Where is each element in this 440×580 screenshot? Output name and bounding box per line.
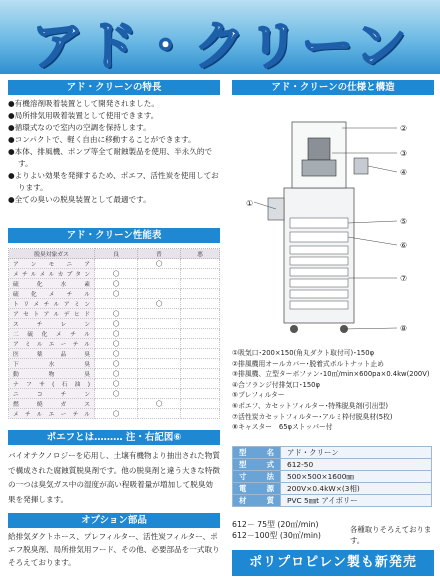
column-header: 普 (137, 249, 180, 259)
features-heading: アド・クリーンの特長 (8, 80, 220, 95)
table-row (233, 495, 432, 507)
rating-cell (95, 299, 138, 309)
gas-name: 動物臭 (9, 369, 95, 379)
rating-cell (180, 289, 219, 299)
table-row (9, 409, 220, 419)
new-release-banner: ポリプロピレン製も新発売 (232, 550, 434, 576)
gas-name: アンモニア (9, 259, 95, 269)
table-header-row (9, 249, 220, 259)
gas-name: ナフサ(石油) (9, 379, 95, 389)
gas-name: トリメチルアミン (9, 299, 95, 309)
rating-cell (137, 339, 180, 349)
rating-cell (137, 369, 180, 379)
spec-item: ⑥ポエフ、カセットフィルター･特殊脱臭剤(引出型) (232, 401, 388, 410)
gas-name: スチレン (9, 319, 95, 329)
spec-value: 612-50 (281, 459, 432, 471)
caster (290, 325, 298, 333)
turbo-fan (302, 160, 336, 176)
model-line: 612－ 75型 (20㎥/min) (232, 520, 319, 529)
feature-item: ●有機溶剤吸着装置として開発されました。 (8, 99, 159, 108)
callout-2: ② (400, 124, 408, 133)
performance-heading: アド・クリーン性能表 (8, 228, 220, 243)
table-row (233, 459, 432, 471)
rating-cell (180, 339, 219, 349)
table-row (9, 379, 220, 389)
gas-name: 下水臭 (9, 359, 95, 369)
callout-7: ⑦ (400, 274, 408, 283)
spec-table (232, 446, 432, 507)
rating-cell (180, 359, 219, 369)
spec-value: アド・クリーン (281, 447, 432, 459)
rating-cell (137, 389, 180, 399)
rating-cell (137, 329, 180, 339)
model-line: 612－100型 (30㎥/min) (232, 531, 321, 540)
spec-key: 型 式 (233, 459, 281, 471)
spec-key: 型 名 (233, 447, 281, 459)
callout-3: ③ (400, 149, 408, 158)
feature-item: ●本体、排風機、ポンプ等全て耐蝕製品を使用、半永久的です。 (8, 147, 213, 168)
gas-name: アミルエーテル (9, 339, 95, 349)
spec-key: 寸 法 (233, 471, 281, 483)
rating-cell (180, 319, 219, 329)
table-row (9, 329, 220, 339)
table-row (9, 349, 220, 359)
rating-cell (180, 329, 219, 339)
column-header: 脱臭対象ガス (9, 249, 95, 259)
rating-cell (137, 269, 180, 279)
feature-item: ●コンパクトで、軽く自由に移動することができます。 (8, 135, 196, 144)
rating-cell: ◯ (95, 359, 138, 369)
rating-cell: ◯ (95, 309, 138, 319)
rating-cell: ◯ (95, 269, 138, 279)
features-list (8, 98, 220, 206)
spec-value: 500×500×1600㎜ (281, 471, 432, 483)
column-header: 悪 (180, 249, 219, 259)
spec-list (232, 348, 434, 433)
gas-name: 硫化水素 (9, 279, 95, 289)
spec-item: ③排風機、立型ターボファン･10㎥/min×600pa×0.4kw(200V) (232, 370, 430, 379)
fan-motor (308, 138, 330, 160)
page-title: アド・クリーン (31, 17, 409, 77)
gas-name: ニコチン (9, 389, 95, 399)
spec-item: ①吸気口･200×150(角丸ダクト取付可)･150φ (232, 349, 375, 357)
rating-cell: ◯ (95, 379, 138, 389)
table-row (9, 359, 220, 369)
rating-cell: ◯ (95, 409, 138, 419)
callout-4: ④ (400, 168, 408, 177)
gas-name: 医薬品臭 (9, 349, 95, 359)
spec-key: 材 質 (233, 495, 281, 507)
callout-1: ① (246, 199, 254, 208)
rating-cell (137, 379, 180, 389)
rating-cell: ◯ (95, 279, 138, 289)
rating-cell (180, 389, 219, 399)
spec-key: 電 源 (233, 483, 281, 495)
rating-cell (137, 279, 180, 289)
model-variants (232, 519, 434, 545)
rating-cell (180, 279, 219, 289)
rating-cell: ◯ (95, 319, 138, 329)
options-heading: オプション部品 (8, 513, 220, 528)
model-note: 各種取りそろえております。 (350, 525, 432, 545)
feature-item: ●循環式なので室内の空調を保持します。 (8, 123, 151, 132)
rating-cell (180, 369, 219, 379)
callout-8: ⑧ (400, 324, 408, 333)
table-row (9, 299, 220, 309)
rating-cell (180, 259, 219, 269)
table-row (233, 483, 432, 495)
feature-item: ●局所排気用吸着装置として使用できます。 (8, 111, 159, 120)
gas-name: 燃焼ガス (9, 399, 95, 409)
rating-cell (180, 309, 219, 319)
gas-name: アセトアルデヒド (9, 309, 95, 319)
table-row (9, 389, 220, 399)
feature-item: ●全ての臭いの脱臭装置として最適です。 (8, 195, 151, 204)
exhaust-port (354, 158, 368, 174)
rating-cell (95, 399, 138, 409)
spec-item: ⑦活性炭カセットフィルター･アルミ枠付脱臭材(5枚) (232, 412, 393, 421)
table-row (9, 289, 220, 299)
table-row (233, 471, 432, 483)
table-row (9, 369, 220, 379)
rating-cell (180, 409, 219, 419)
performance-table (8, 248, 220, 419)
spec-item: ⑧キャスター 65φストッパー付 (232, 423, 333, 432)
rating-cell: ◯ (95, 339, 138, 349)
spec-item: ②排風機用オールカバー･脱着式ボルトナット止め (232, 359, 384, 368)
rating-cell: ◯ (137, 399, 180, 409)
title-banner (0, 0, 440, 77)
table-row (9, 399, 220, 409)
rating-cell (180, 299, 219, 309)
rating-cell (137, 349, 180, 359)
rating-cell: ◯ (95, 349, 138, 359)
gas-name: 硫化メチル (9, 289, 95, 299)
feature-item: ●よりよい効果を発揮するため、ポエフ、活性炭を使用しております。 (8, 171, 219, 192)
diagram-heading: アド・クリーンの仕様と構造 (232, 80, 434, 95)
gas-name: メチルメルカプタン (9, 269, 95, 279)
spec-item: ⑤プレフィルター (232, 391, 285, 400)
rating-cell (180, 349, 219, 359)
gas-name: メチルエーテル (9, 409, 95, 419)
table-row (9, 279, 220, 289)
rating-cell: ◯ (137, 259, 180, 269)
poef-description: バイオテクノロジーを応用し、土壌有機物より抽出された物質で構成された腐蝕質脱臭剤です。他の脱臭剤と違う大きな特徴の一つは臭気ガス中の湿度が高い程吸着量が増加して脱臭効果を発揮します。 (8, 451, 221, 504)
rating-cell (137, 309, 180, 319)
table-row (9, 339, 220, 349)
column-header: 良 (95, 249, 138, 259)
table-row (233, 447, 432, 459)
rating-cell: ◯ (95, 289, 138, 299)
rating-cell (95, 259, 138, 269)
rating-cell (137, 319, 180, 329)
spec-item: ④合フランジ付排気口･150φ (232, 380, 320, 389)
spec-value: 200V×0.4kW×(3相) (281, 483, 432, 495)
rating-cell (180, 269, 219, 279)
table-row (9, 319, 220, 329)
structure-diagram (232, 98, 434, 342)
rating-cell: ◯ (137, 299, 180, 309)
rating-cell (137, 409, 180, 419)
rating-cell: ◯ (95, 389, 138, 399)
rating-cell (180, 379, 219, 389)
options-description: 給排気ダクトホース、プレフィルター、活性炭フィルター、ポエフ脱臭剤、局所排気用フード、その他、必要部品を一式取りそろえております。 (8, 532, 220, 567)
poef-heading: ポエフとは……… 注・右記図⑥ (8, 430, 220, 445)
rating-cell (180, 399, 219, 409)
table-row (9, 309, 220, 319)
spec-value: PVC 5㎜t アイボリー (281, 495, 432, 507)
callout-6: ⑥ (400, 241, 408, 250)
table-row (9, 259, 220, 269)
gas-name: 二硫化メチル (9, 329, 95, 339)
rating-cell: ◯ (95, 369, 138, 379)
table-row (9, 269, 220, 279)
rating-cell (137, 289, 180, 299)
rating-cell: ◯ (95, 329, 138, 339)
rating-cell (137, 359, 180, 369)
callout-5: ⑤ (400, 217, 408, 226)
